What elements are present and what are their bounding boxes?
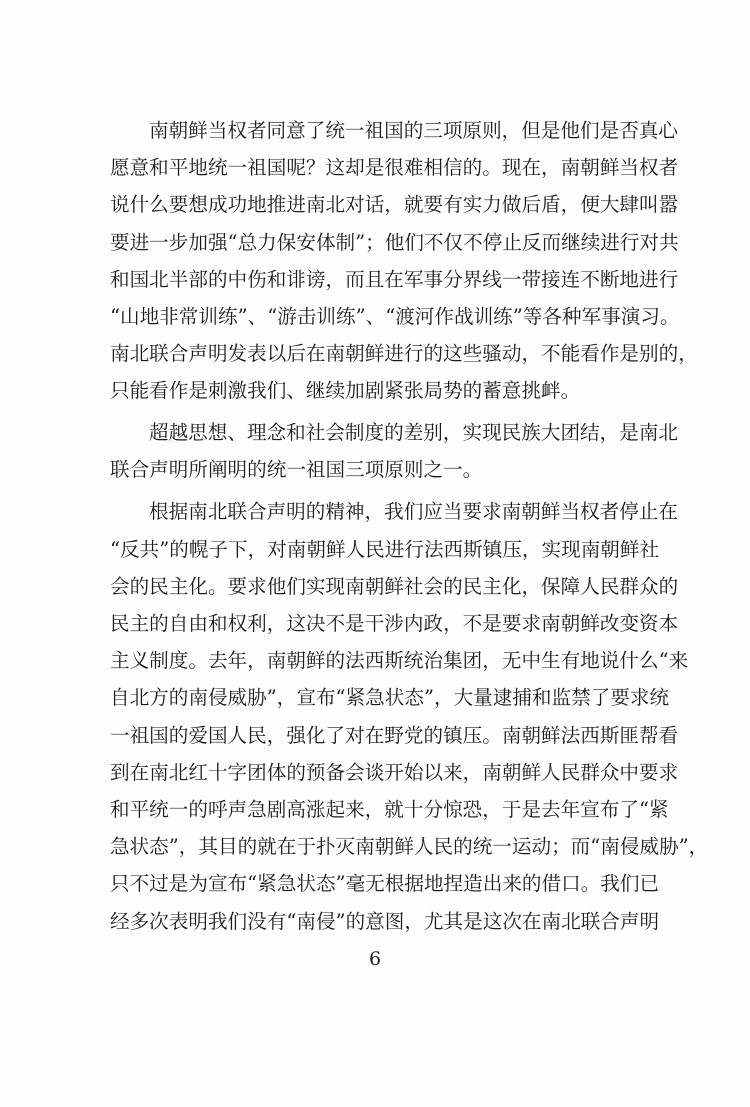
paragraph-1 xyxy=(110,112,698,410)
paragraph-line: 只不过是为宣布“紧急状态”毫无根据地捏造出来的借口。我们已 xyxy=(110,872,660,896)
paragraph-line: 民主的自由和权利，这决不是干涉内政，不是要求南朝鲜改变资本 xyxy=(110,612,679,636)
paragraph-line: 超越思想、理念和社会制度的差别，实现民族大团结，是南北 xyxy=(149,421,679,445)
paragraph-line: 急状态”，其目的就在于扑灭南朝鲜人民的统一运动；而“南侵威胁”， xyxy=(110,835,709,859)
paragraph-line: 根据南北联合声明的精神，我们应当要求南朝鲜当权者停止在 xyxy=(149,500,679,524)
paragraph-line: “反共”的幌子下，对南朝鲜人民进行法西斯镇压，实现南朝鲜社 xyxy=(110,537,660,561)
body-text xyxy=(110,112,709,940)
paragraph-line: 和平统一的呼声急剧高涨起来，就十分惊恐，于是去年宣布了“紧 xyxy=(110,797,669,821)
paragraph-line: 南朝鲜当权者同意了统一祖国的三项原则，但是他们是否真心 xyxy=(149,119,679,142)
paragraph-line: 只能看作是刺激我们、继续加剧紧张局势的蓄意挑衅。 xyxy=(110,379,581,403)
paragraph-line: 主义制度。去年，南朝鲜的法西斯统治集团，无中生有地说什么“来 xyxy=(110,649,689,673)
page-number: 6 xyxy=(368,948,382,970)
paragraph-line: 一祖国的爱国人民，强化了对在野党的镇压。南朝鲜法西斯匪帮看 xyxy=(110,723,679,747)
paragraph-line: 经多次表明我们没有“南侵”的意图，尤其是这次在南北联合声明 xyxy=(110,909,660,933)
paragraph-line: 要进一步加强“总力保安体制”；他们不仅不停止反而继续进行对共 xyxy=(110,230,679,254)
paragraph-line: 说什么要想成功地推进南北对话，就要有实力做后盾，便大肆叫嚣 xyxy=(110,193,679,217)
paragraph-2 xyxy=(110,414,679,488)
paragraph-line: 自北方的南侵威胁”，宣布“紧急状态”，大量逮捕和监禁了要求统 xyxy=(110,686,670,710)
paragraph-line: 会的民主化。要求他们实现南朝鲜社会的民主化，保障人民群众的 xyxy=(110,574,679,598)
paragraph-line: “山地非常训练”、“游击训练”、“渡河作战训练”等各种军事演习。 xyxy=(110,304,680,328)
paragraph-line: 和国北半部的中伤和诽谤，而且在军事分界线一带接连不断地进行 xyxy=(110,267,679,291)
paragraph-line: 南北联合声明发表以后在南朝鲜进行的这些骚动，不能看作是别的， xyxy=(110,342,698,366)
paragraph-line: 联合声明所阐明的统一祖国三项原则之一。 xyxy=(110,458,483,482)
paragraph-line: 愿意和平地统一祖国呢？这却是很难相信的。现在，南朝鲜当权者 xyxy=(110,156,679,180)
paragraph-3 xyxy=(110,493,709,939)
paragraph-line: 到在南北红十字团体的预备会谈开始以来，南朝鲜人民群众中要求 xyxy=(110,760,679,784)
